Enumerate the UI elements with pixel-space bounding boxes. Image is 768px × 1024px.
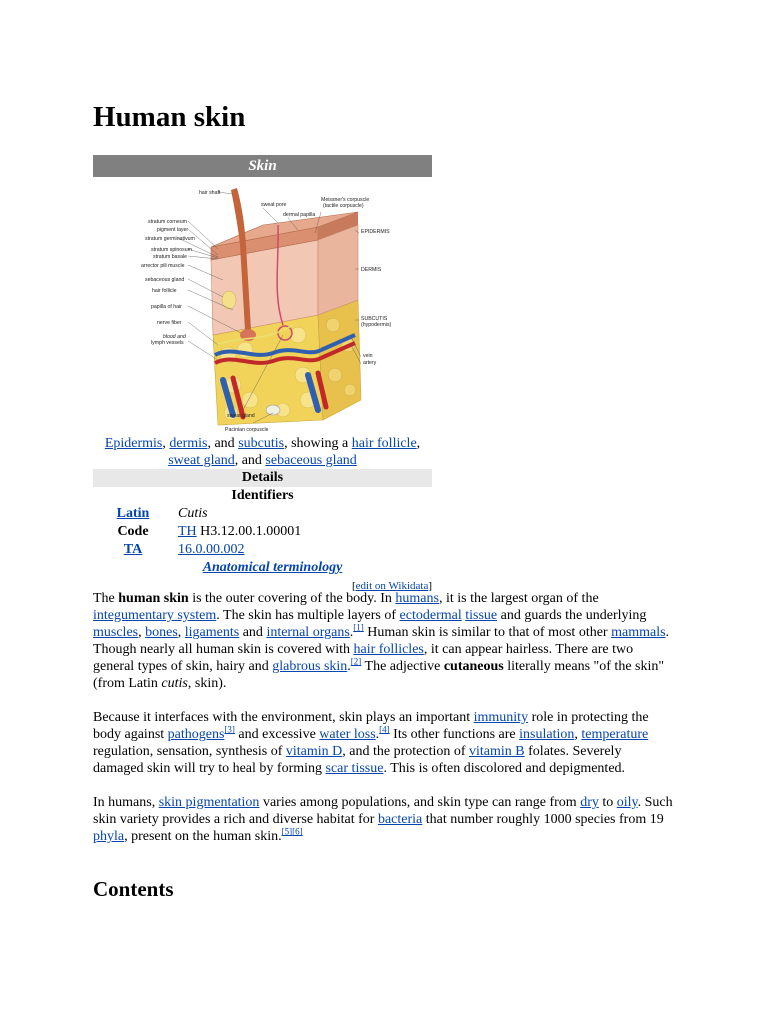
- text: The: [93, 591, 119, 606]
- identifier-row-code: [93, 523, 432, 541]
- label-pigment-layer: pigment layer: [157, 227, 189, 233]
- label-hair-shaft: hair shaft: [199, 190, 221, 196]
- ref-6[interactable]: [6]: [292, 826, 303, 837]
- link-ta[interactable]: TA: [123, 542, 143, 557]
- ref-5[interactable]: [5]: [281, 826, 293, 837]
- label-papilla-of-hair: papilla of hair: [151, 304, 182, 310]
- text: to: [598, 795, 617, 810]
- skin-diagram: [93, 185, 432, 435]
- text: regulation, sensation, synthesis of: [93, 744, 286, 759]
- link-insulation[interactable]: insulation: [519, 727, 575, 742]
- infobox: [93, 155, 432, 592]
- text: role in protecting the body against: [93, 710, 649, 742]
- ref-3[interactable]: [3]: [224, 724, 235, 735]
- label-sweat-gland: sweat gland: [227, 413, 255, 419]
- link-hair-follicle[interactable]: hair follicle: [351, 436, 417, 451]
- infobox-header: Skin: [93, 155, 432, 177]
- text: , skin).: [187, 676, 227, 691]
- link-mammals[interactable]: mammals: [611, 625, 666, 640]
- code-label: Code: [117, 524, 149, 539]
- link-water-loss[interactable]: water loss: [319, 727, 376, 742]
- infobox-caption: [93, 435, 432, 469]
- article-body: [93, 590, 673, 862]
- paragraph-1: [93, 590, 673, 692]
- link-phyla[interactable]: phyla: [93, 829, 125, 844]
- label-nerve-fiber: nerve fiber: [157, 320, 182, 326]
- label-lymph-vessels: lymph vessels: [151, 340, 184, 346]
- label-sebaceous-gland: sebaceous gland: [145, 277, 185, 283]
- text: ,: [574, 727, 582, 742]
- link-anatomical-terminology[interactable]: Anatomical terminology: [202, 560, 343, 575]
- text: , it can appear hairless. There are two general types of skin, hairy and: [93, 642, 634, 674]
- link-temperature[interactable]: temperature: [581, 727, 649, 742]
- label-stratum-spinosum: stratum spinosum: [151, 247, 192, 253]
- link-internal-organs[interactable]: internal organs: [266, 625, 350, 640]
- link-subcutis[interactable]: subcutis: [238, 436, 285, 451]
- label-hypodermis: (hypodermis): [361, 322, 392, 328]
- link-immunity[interactable]: immunity: [473, 710, 529, 725]
- text: , present on the human skin.: [124, 829, 282, 844]
- infobox-details-header: Details: [93, 469, 432, 487]
- text: . This is often discolored and depigmented.: [383, 761, 626, 776]
- text: Its other functions are: [389, 727, 520, 742]
- label-meissner: Meissner's corpuscle: [321, 197, 370, 203]
- link-oily[interactable]: oily: [616, 795, 638, 810]
- caption-text: , and: [234, 453, 266, 468]
- link-bacteria[interactable]: bacteria: [377, 812, 423, 827]
- latin-value: Cutis: [178, 506, 208, 521]
- caption-text: ,: [162, 436, 170, 451]
- text: , it is the largest organ of the: [438, 591, 599, 606]
- ref-1[interactable]: [1]: [353, 622, 364, 633]
- link-dermis[interactable]: dermis: [169, 436, 208, 451]
- text: . The skin has multiple layers of: [216, 608, 400, 623]
- label-sweat-pore: sweat pore: [261, 202, 287, 208]
- link-sebaceous-gland[interactable]: sebaceous gland: [265, 453, 357, 468]
- link-dry[interactable]: dry: [580, 795, 599, 810]
- link-bones[interactable]: bones: [145, 625, 178, 640]
- link-edit-wikidata[interactable]: edit on Wikidata: [355, 580, 429, 592]
- text: ,: [177, 625, 185, 640]
- infobox-identifiers-header: Identifiers: [93, 487, 432, 505]
- text: and guards the underlying: [497, 608, 647, 623]
- text: .: [347, 659, 351, 674]
- link-th[interactable]: TH: [178, 524, 197, 539]
- caption-text: , and: [207, 436, 239, 451]
- label-blood-and: blood and: [163, 334, 186, 340]
- contents-heading: Contents: [93, 877, 174, 901]
- paragraph-2: [93, 709, 673, 777]
- label-pacinian: Pacinian corpuscle: [225, 427, 269, 433]
- text: .: [375, 727, 380, 742]
- text: Because it interfaces with the environment, skin plays an important: [93, 710, 474, 725]
- link-scar-tissue[interactable]: scar tissue: [325, 761, 384, 776]
- label-epidermis: EPIDERMIS: [361, 229, 390, 235]
- link-ta-value[interactable]: 16.0.00.002: [178, 542, 245, 557]
- label-artery: artery: [363, 360, 377, 366]
- identifier-row-ta: [93, 541, 432, 559]
- link-epidermis[interactable]: Epidermis: [104, 436, 163, 451]
- label-dermis: DERMIS: [361, 267, 382, 273]
- text: literally means "of the skin" (from Latin: [93, 659, 665, 691]
- bold-cutaneous: cutaneous: [443, 659, 504, 674]
- ref-4[interactable]: [4]: [379, 724, 390, 735]
- italic-cutis: cutis: [161, 676, 188, 691]
- caption-text: ,: [416, 436, 421, 451]
- label-hair-follicle: hair follicle: [152, 288, 177, 294]
- link-pathogens[interactable]: pathogens: [167, 727, 225, 742]
- link-sweat-gland[interactable]: sweat gland: [168, 453, 235, 468]
- text: In humans,: [93, 795, 159, 810]
- text: . Though nearly all human skin is covered with: [93, 625, 670, 657]
- text: Human skin is similar to that of most other: [363, 625, 612, 640]
- label-arrector-pili: arrector pili muscle: [141, 263, 185, 269]
- page-title: Human skin: [93, 101, 246, 133]
- link-skin-pigmentation[interactable]: skin pigmentation: [158, 795, 260, 810]
- bold-human-skin: human skin: [118, 591, 189, 606]
- label-stratum-basale: stratum basale: [153, 254, 188, 260]
- text: varies among populations, and skin type can range from: [259, 795, 581, 810]
- link-integumentary-system[interactable]: integumentary system: [93, 608, 217, 623]
- label-dermal-papilla: dermal papilla: [283, 212, 316, 218]
- label-meissner-sub: (tactile corpuscle): [323, 203, 364, 209]
- skin-diagram-image[interactable]: [93, 185, 432, 435]
- identifiers-table: [93, 505, 432, 559]
- text: , and the protection of: [342, 744, 470, 759]
- link-muscles[interactable]: muscles: [93, 625, 139, 640]
- text: and excessive: [234, 727, 320, 742]
- text: .: [349, 625, 354, 640]
- link-vitamin-b[interactable]: vitamin B: [469, 744, 525, 759]
- text: ,: [138, 625, 146, 640]
- link-ligaments[interactable]: ligaments: [184, 625, 240, 640]
- text: and: [239, 625, 267, 640]
- label-vein: vein: [363, 353, 373, 359]
- text: folates. Severely damaged skin will try to heal by forming: [93, 744, 622, 776]
- text: The adjective: [361, 659, 444, 674]
- link-ectodermal[interactable]: ectodermal: [399, 608, 462, 623]
- link-humans[interactable]: humans: [395, 591, 439, 606]
- link-vitamin-d[interactable]: vitamin D: [285, 744, 343, 759]
- label-subcutis: SUBCUTIS: [361, 316, 388, 322]
- text: that number roughly 1000 species from 19: [422, 812, 664, 827]
- identifier-row-latin: [93, 505, 432, 523]
- code-value: H3.12.00.1.00001: [196, 524, 302, 539]
- link-glabrous-skin[interactable]: glabrous skin: [272, 659, 348, 674]
- label-stratum-corneum: stratum corneum: [148, 219, 187, 225]
- text: is the outer covering of the body. In: [188, 591, 396, 606]
- label-stratum-germinativum: stratum germinativum: [145, 236, 195, 242]
- link-latin[interactable]: Latin: [116, 506, 150, 521]
- caption-text: , showing a: [284, 436, 352, 451]
- link-tissue[interactable]: tissue: [465, 608, 498, 623]
- paragraph-3: [93, 794, 673, 845]
- wikidata-edit: [edit on Wikidata]: [351, 580, 432, 592]
- text: . Such skin variety provides a rich and diverse habitat for: [93, 795, 673, 827]
- ref-2[interactable]: [2]: [350, 656, 362, 667]
- link-hair-follicles[interactable]: hair follicles: [353, 642, 424, 657]
